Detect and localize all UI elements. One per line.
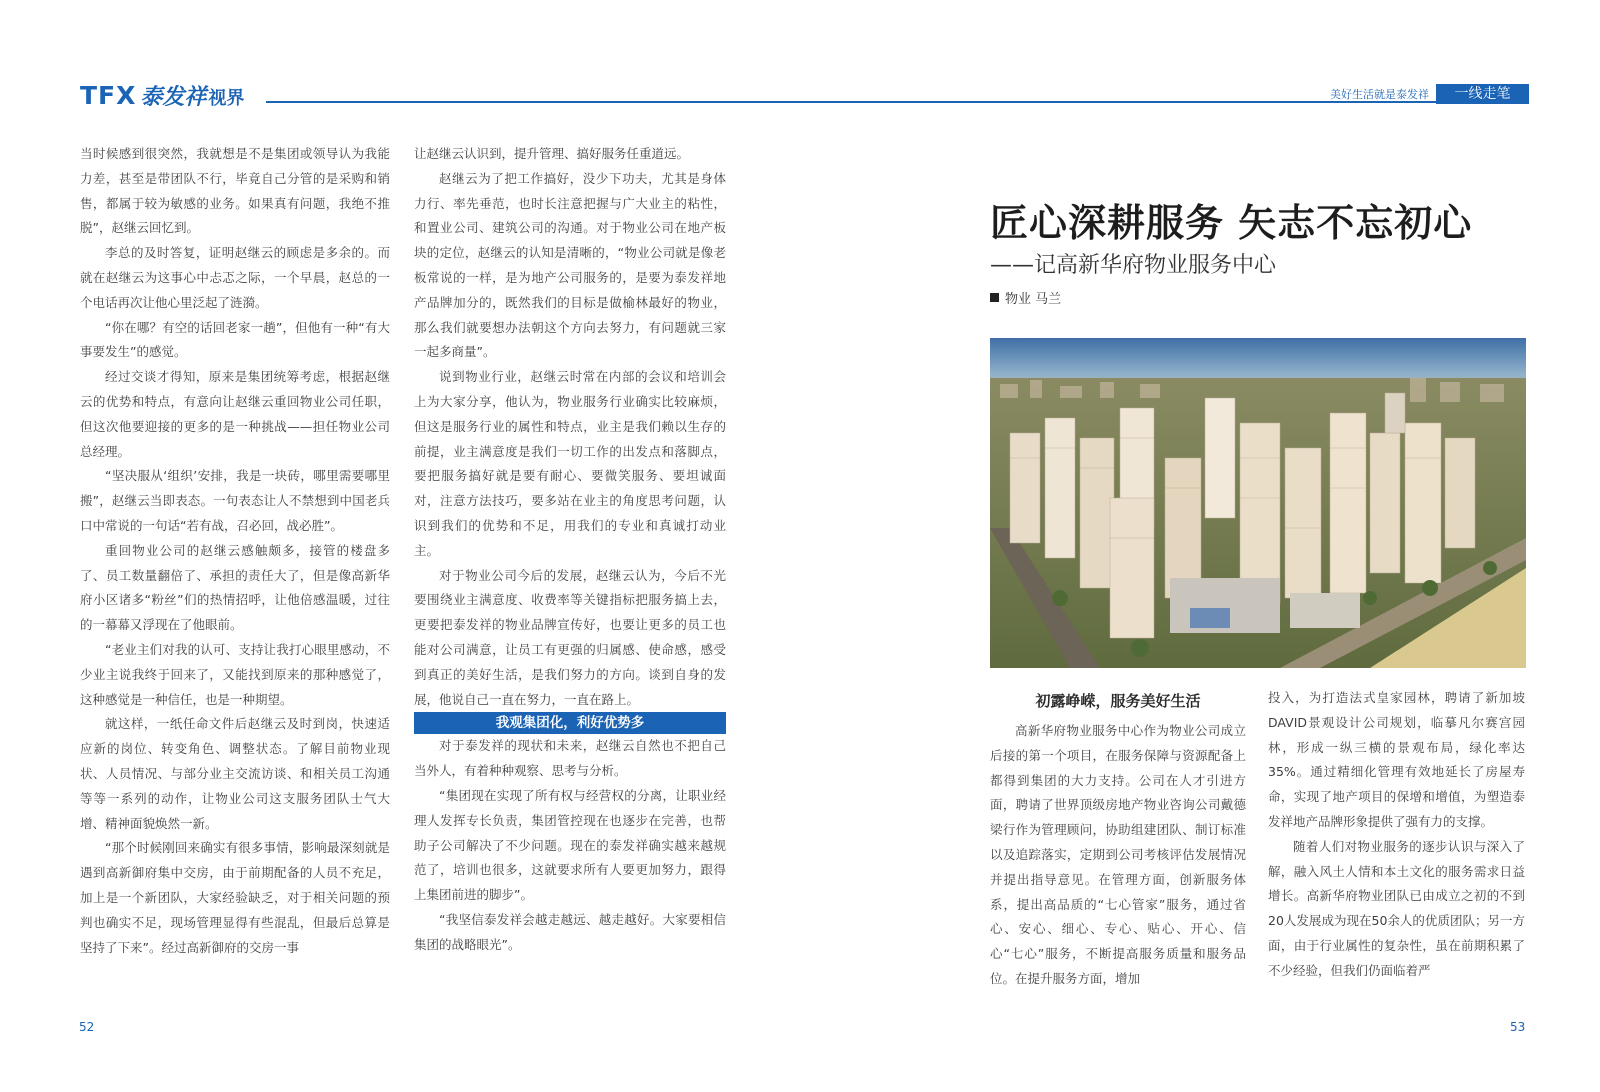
paragraph: 投入，为打造法式皇家园林，聘请了新加坡DAVID景观设计公司规划，临摹凡尔赛宫园林，形成一纵三横的景观布局，绿化率达35%。通过精细化管理有效地延长了房屋寿命，实现了地产项目的保增和增值，为塑造泰发祥地产品牌形象提供了强有力的支撑。 xyxy=(1268,690,1525,829)
logo-latin: TFX xyxy=(80,81,137,110)
brand-logo xyxy=(80,80,245,110)
paragraph: 对于物业公司今后的发展，赵继云认为，今后不光要围绕业主满意度、收费率等关键指标把服务搞上去，更要把泰发祥的物业品牌宣传好，也要让更多的员工也能对公司满意，让员工有更强的归属感、使命感，感受到真正的美好生活，是我们努力的方向。谈到自身的发展，他说自己一直在努力，一直在路上。 xyxy=(414,567,726,707)
section-heading-bar: 我观集团化，利好优势多 xyxy=(414,712,726,734)
header-slogan: 美好生活就是泰发祥 xyxy=(1330,88,1429,101)
city-illustration xyxy=(990,338,1526,668)
paragraph: 就这样，一纸任命文件后赵继云及时到岗，快速适应新的岗位、转变角色、调整状态。了解目前物业现状、人员情况、与部分业主交流访谈、和相关员工沟通等等一系列的动作，让物业公司这支服务团队士气大增、精神面貌焕然一新。 xyxy=(80,716,390,831)
byline xyxy=(990,288,1061,307)
paragraph: 随着人们对物业服务的逐步认识与深入了解，融入风土人情和本土文化的服务需求日益增长。高新华府物业团队已由成立之初的不到20人发展成为现在50余人的优质团队；另一方面，由于行业属性的复杂性，虽在前期积累了不少经验，但我们仍面临着严 xyxy=(1268,838,1525,978)
paragraph: 对于泰发祥的现状和未来，赵继云自然也不把自己当外人，有着种种观察、思考与分析。 xyxy=(414,738,726,779)
paragraph: “坚决服从‘组织’安排，我是一块砖，哪里需要哪里搬”，赵继云当即表态。一句表态让人不禁想到中国老兵口中常说的一句话“若有战，召必回，战必胜”。 xyxy=(80,468,390,533)
paragraph: 当时候感到很突然，我就想是不是集团或领导认为我能力差，甚至是带团队不行，毕竟自己分管的是采购和销售，都属于较为敏感的业务。如果真有问题，我绝不推脱”，赵继云回忆到。 xyxy=(80,146,390,236)
logo-brand: 泰发祥 xyxy=(140,85,207,110)
paragraph: 说到物业行业，赵继云时常在内部的会议和培训会上为大家分享，他认为，物业服务行业确实比较麻烦，但这是服务行业的属性和特点，业主是我们赖以生存的前提，业主满意度是我们一切工作的出发点和落脚点，要把服务搞好就是要有耐心、要微笑服务、要坦诚面对，注意方法技巧，要多站在业主的角度思考问题，认识到我们的优势和不足，用我们的专业和真诚打动业主。 xyxy=(414,369,726,558)
left-column-2 xyxy=(414,142,726,958)
paragraph: “我坚信泰发祥会越走越远、越走越好。大家要相信集团的战略眼光”。 xyxy=(414,911,726,952)
byline-text: 物业 马兰 xyxy=(1005,292,1062,307)
aerial-photo xyxy=(990,338,1526,668)
left-column-1 xyxy=(80,142,390,960)
paragraph: “老业主们对我的认可、支持让我打心眼里感动，不少业主说我终于回来了，又能找到原来的那种感觉了，这种感觉是一种信任，也是一种期望。 xyxy=(80,641,390,707)
right-column-1 xyxy=(990,719,1246,992)
paragraph: “集团现在实现了所有权与经营权的分离，让职业经理人发挥专长负责，集团管控现在也逐步在完善，也帮助子公司解决了不少问题。现在的泰发祥确实越来越规范了，培训也很多，这就要求所有人要更加努力，跟得上集团前进的脚步”。 xyxy=(414,787,726,903)
paragraph: 赵继云为了把工作搞好，没少下功夫，尤其是身体力行、率先垂范，也时长注意把握与广大业主的粘性，和置业公司、建筑公司的沟通。对于物业公司在地产板块的定位，赵继云的认知是清晰的，“物业公司就是像老板常说的一样，是为地产公司服务的，是要为泰发祥地产品牌加分的，既然我们的目标是做榆林最好的物业，那么我们就要想办法朝这个方向去努力，有问题就三家一起多商量”。 xyxy=(414,170,726,360)
section-heading: 初露峥嵘，服务美好生活 xyxy=(1035,692,1201,710)
right-column-2 xyxy=(1268,686,1525,984)
paragraph: 高新华府物业服务中心作为物业公司成立后接的第一个项目，在服务保障与资源配备上都得到集团的大力支持。公司在人才引进方面，聘请了世界顶级房地产物业咨询公司戴德梁行作为管理顾问，协助组建团队、制订标准以及追踪落实，定期到公司考核评估发展情况并提出指导意见。在管理方面，创新服务体系，提出高品质的“七心管家”服务，通过省心、安心、细心、专心、贴心、开心、信心“七心”服务，不断提高服务质量和服务品位。在提升服务方面，增加 xyxy=(990,723,1246,986)
logo-suffix: 视界 xyxy=(208,88,245,109)
paragraph: 经过交谈才得知，原来是集团统筹考虑，根据赵继云的优势和特点，有意向让赵继云重回物业公司任职，但这次他要迎接的更多的是一种挑战——担任物业公司总经理。 xyxy=(80,369,390,459)
header-rule xyxy=(266,101,1490,103)
paragraph: 让赵继云认识到，提升管理、搞好服务任重道远。 xyxy=(414,146,690,161)
paragraph: “那个时候刚回来确实有很多事情，影响最深刻就是遇到高新御府集中交房，由于前期配备的人员不充足，加上是一个新团队，大家经验缺乏，对于相关问题的预判也确实不足，现场管理显得有些混乱，但最后总算是坚持了下来”。经过高新御府的交房一事 xyxy=(80,840,390,955)
paragraph: 李总的及时答复，证明赵继云的顾虑是多余的。而就在赵继云为这事心中忐忑之际，一个早晨，赵总的一个电话再次让他心里泛起了涟漪。 xyxy=(80,245,390,310)
article-subtitle: ——记高新华府物业服务中心 xyxy=(990,253,1277,278)
section-tag: 一线走笔 xyxy=(1436,84,1529,104)
page-number-right: 53 xyxy=(1510,1020,1526,1034)
article-title: 匠心深耕服务 矢志不忘初心 xyxy=(990,201,1473,245)
page-number-left: 52 xyxy=(79,1020,95,1034)
square-bullet-icon xyxy=(990,293,999,302)
paragraph: 重回物业公司的赵继云感触颇多，接管的楼盘多了、员工数量翻倍了、承担的责任大了，但是像高新华府小区诸多“粉丝”们的热情招呼，让他倍感温暖，过往的一幕幕又浮现在了他眼前。 xyxy=(80,542,390,633)
paragraph: “你在哪？有空的话回老家一趟”，但他有一种“有大事要发生”的感觉。 xyxy=(80,319,390,360)
